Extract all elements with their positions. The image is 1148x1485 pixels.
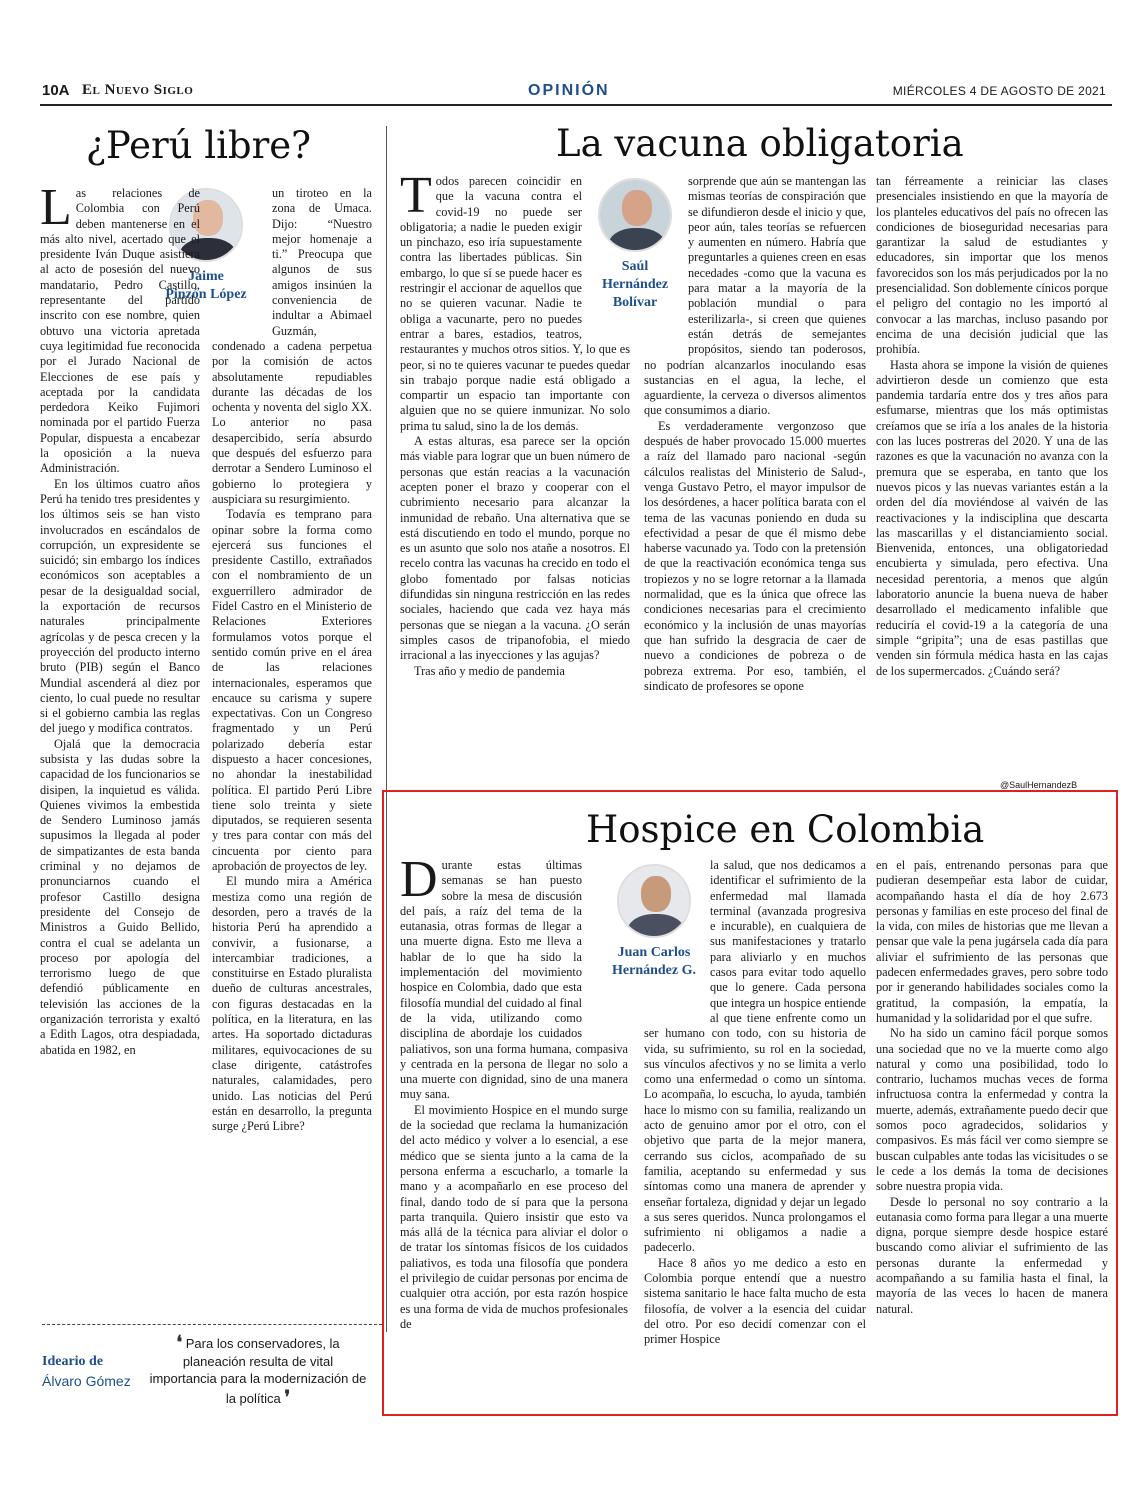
article3-paragraph: Durante estas últimas semanas se han puesto sobre la mesa de discusión del país, a raíz del tema de la eutanasia, otras formas de llegar a una muerte digna. Esto me lleva a hablar de lo que ha sido la implementación del movimiento hospice en Colombia, dado que esta filosofía mundial del cuidado al final de la vida, utilizando como disciplina de abordaje los cuidados paliativos, son una forma humana, compasiva y centrada en la persona de llegar no solo a una muerte con dignidad, sino de una manera muy sana. bbox=[400, 858, 628, 1102]
article1-author-name-1: Jaime bbox=[188, 269, 224, 284]
close-quote-icon: ❜ bbox=[284, 1387, 291, 1407]
article3-column-1 bbox=[400, 858, 628, 1406]
article3-paragraph: Hace 8 años yo me dedico a esto en Colombia porque entendí que a nuestro sistema sanitario le hace falta mucho de esta filosofía, de volver a la esencia del cuidar del otro. Por eso decidí comenzar con el primer Hospice bbox=[644, 1255, 866, 1347]
article3-paragraph: No ha sido un camino fácil porque somos una sociedad que no ve la muerte como algo natural y como una posibilidad, todo lo contrario, luchamos muchas veces de forma infructuosa contra la enfermedad y contra la muerte, además, extrañamente puedo decir que somos poco agradecidos, solidarios y compasivos. Es más fácil ver como siempre se buscan culpables ante todas las vicisitudes o se le cede a los demás la toma de decisiones sobre nuestra propia vida. bbox=[876, 1026, 1108, 1194]
article1-author-name-2: Pinzón López bbox=[165, 287, 247, 302]
article2-twitter-handle: @SaulHernandezB bbox=[1000, 780, 1078, 790]
article2-title: La vacuna obligatoria bbox=[556, 122, 964, 165]
article2-paragraph: Es verdaderamente vergonzoso que después de haber provocado 15.000 muertes a raíz del llamado paro nacional -según cálculos realistas del Ministerio de Salud-, venga Gustavo Petro, el mayor impulsor de los desórdenes, a hacer política barata con el tema de las vacunas poniendo en duda su efectividad a pesar de que él mismo debe haberse vacunado ya. Todo con la pretensión de que la reactivación económica tenga sus tropiezos y no se logre retornar a la llamada normalidad, que es la única que ofrece las condiciones necesarias para el crecimiento económico y la inclusión de unas mayorías que han sufrido la desgracia de caer de nuevo a condiciones de pobreza o de pobreza extrema. Por eso, también, el sindicato de profesores se opone bbox=[644, 418, 866, 693]
article2-paragraph: Hasta ahora se impone la visión de quienes advirtieron desde un comienzo que esta pandemia tardaría entre dos y tres años para esfumarse, mientras que los más optimistas creíamos que se iría a los anales de la historia con las luces postreras del 2020. Y una de las razones es que la vacunación no avanza con la premura que se esperaba, en tanto que los nuevos picos y las nuevas variantes están a la orden del día moviéndose al vaivén de las reactivaciones y la indisciplina que descarta las mascarillas y el distanciamiento social. Bienvenida, entonces, una obligatoriedad encubierta y simulada, pero efectiva. Una necesidad perentoria, a menos que algún laboratorio anuncie la buena nueva de haber desarrollado el medicamento infalible que reduciría el covid-19 a la categoría de una simple “gripita”; una de esas pastillas que venden sin fórmula médica hasta en las cajas de los supermercados. ¿Cuándo será? bbox=[876, 357, 1108, 678]
article3-author-name-2: Hernández G. bbox=[612, 963, 696, 978]
article2-paragraph: sorprende que aún se mantengan las mismas teorías de conspiración que se difundieron desde el inicio y que, peor aún, tales teorías se refuercen y aumenten en número. Habría que preguntarles a quienes creen en esas necedades -como que la vacuna es para matar a la mayoría de la población mundial o para esterilizarla-, si creen que quienes están detrás de semejantes propósitos, siendo tan poderosos, no podrían alcanzarlos inoculando esas sustancias en el agua, la leche, el aguardiente, la cerveza o diversos alimentos que consumimos a diario. bbox=[644, 174, 866, 418]
article1-paragraph: Ojalá que la democracia subsista y las dudas sobre la capacidad de los funcionarios se disipen, la inquietud es válida. Quienes vivimos la embestida de Sendero Luminoso jamás supusimos la llegada al poder de simpatizantes de esta banda criminal y no dejamos de pronunciarnos cuando el profesor Castillo designa presidente del Consejo de Ministros a Guido Bellido, contra el cual se adelanta un proceso por apología del terrorismo luego de que defendió públicamente en televisión las acciones de la organización terrorista y exaltó a Edith Lagos, otra despiadada, abatida en 1982, en bbox=[40, 736, 200, 1057]
article2-paragraph: tan férreamente a reiniciar las clases presenciales insistiendo en que la mayoría de los planteles educativos del país no ofrecen las condiciones de bioseguridad necesarias para garantizar la salud de estudiantes y educadores, sin importar que los menos favorecidos son los más perjudicados por la no presencialidad. Son doblemente cínicos porque el peligro del contagio no les importó al convocar a las marchas, incluso pasando por encima de una decisión judicial que las prohibía. bbox=[876, 174, 1108, 357]
article1-paragraph: Todavía es temprano para opinar sobre la forma como ejercerá sus funciones el presidente Castillo, extrañados con el nombramiento de un exguerrillero admirador de Fidel Castro en el Ministerio de Relaciones Exteriores formulamos votos porque el sentido común prive en el área de las relaciones internacionales, esperamos que encauce su carisma y supere expectativas. Con un Congreso fragmentado y un Perú polarizado debería estar dispuesto a hacer concesiones, no ahondar la inestabilidad política. El partido Perú Libre tiene solo treinta y siete diputados, se requieren sesenta y tres para contar con más del cincuenta por ciento para aprobación de proyectos de ley. bbox=[212, 507, 372, 874]
article3-paragraph: en el país, entrenando personas para que pudieran desempeñar esta labor de cuidar, acompañando hasta el día de hoy 2.673 personas y familias en este proceso del final de la vida, con miles de historias que me llevan a pensar que vale la pena jugársela cada día para aliviar el sufrimiento de las personas que padecen enfermedades graves, pero sobre todo por ir generando habilidades sociales como la gratitud, la compasión, la empatía, la humanidad y la solidaridad por el que sufre. bbox=[876, 858, 1108, 1025]
article2-paragraph: Todos parecen coincidir en que la vacuna contra el covid-19 no puede ser obligatoria; a nadie le pueden exigir un pinchazo, eso iría supuestamente contra las libertades públicas. Sin embargo, lo que sí se puede hacer es restringir el accionar de aquellos que no se quieren vacunar. Nadie te obliga a vacunarte, pero no puedes entrar a bares, estadios, teatros, restaurantes y muchos otros sitios. Y, lo que es peor, si no te quieres vacunar te puedes quedar sin trabajo porque nadie está obligado a compartir un espacio tan importante con alguien que no se quiere inmunizar. No solo prima tu salud, sino la de los demás. bbox=[400, 174, 630, 433]
ideario-quote: ❛ Para los conservadores, la planeación resulta de vital importancia para la modernización de la política ❜ bbox=[149, 1332, 367, 1407]
article3-column-2 bbox=[644, 858, 866, 1406]
article1-paragraph: En los últimos cuatro años Perú ha tenido tres presidentes y los últimos seis se han visto involucrados en escándalos de corrupción, un expresidente se suicidó; sin embargo los índices económicos son aceptables a pesar de la desigualdad social, la exportación de recursos naturales principalmente agrícolas y de pesca crecen y la proyección del producto interno bruto (PIB) según el Banco Mundial ascenderá al diez por ciento, lo cual puede no resultar si el gobierno cambia las reglas del juego y modifica contratos. bbox=[40, 476, 200, 736]
article1-paragraph: un tiroteo en la zona de Umaca. Dijo: “Nuestro mejor homenaje a ti.” Preocupa que algunos de sus amigos insinúen la conveniencia de indultar a Abimael Guzmán, condenado a cadena perpetua por la comisión de actos absolutamente repudiables durante las décadas de los ochenta y noventa del siglo XX. Lo anterior no pasa desapercibido, sería absurdo que después del esfuerzo para derrotar a Sendero Luminoso el gobierno lo protegiera y auspiciara su resurgimiento. bbox=[212, 186, 372, 506]
article3-paragraph: El movimiento Hospice en el mundo surge de la sociedad que reclama la humanización del acto médico y volver a lo esencial, a ese médico que se sienta junto a la cama de la persona enferma a escucharlo, a tomarle la mano y a acompañarlo en ese proceso del final, dando todo de sí para que la persona parta tranquila. Quiero insistir que esto va más allá de la técnica para aliviar el dolor o de tratar los síntomas físicos de los cuidados paliativos, es toda una filosofía que pondera el privilegio de cuidar personas por encima de cualquier otra acción, por esta razón hospice es una forma de vida de muchos profesionales de bbox=[400, 1102, 628, 1331]
article2-author-name-3: Bolívar bbox=[612, 295, 658, 310]
article2-column-1 bbox=[400, 174, 630, 788]
article1-column-1 bbox=[40, 186, 200, 1324]
article1-column-2 bbox=[212, 186, 372, 1324]
article2-column-2 bbox=[644, 174, 866, 788]
issue-date: MIÉRCOLES 4 DE AGOSTO DE 2021 bbox=[892, 84, 1106, 98]
article2-author-name-1: Saúl bbox=[621, 259, 649, 274]
dropcap: T bbox=[400, 174, 432, 224]
article3-column-3 bbox=[876, 858, 1108, 1406]
article3-author-name-1: Juan Carlos bbox=[617, 945, 691, 960]
dropcap: L bbox=[40, 186, 72, 236]
page-number: 10A bbox=[42, 82, 70, 99]
article1-paragraph: Las relaciones de Colombia con Perú deben mantenerse en el más alto nivel, acertado que el presidente Iván Duque asistiera al acto de posesión del nuevo mandatario, Pedro Castillo, representante del partido inscrito con ese nombre, quien obtuvo una victoria apretada cuya legitimidad fue reconocida por el Jurado Nacional de Elecciones de ese país y aceptada por la candidata perdedora Keiko Fujimori nominada por el partido Fuerza Popular, dispuesta a encabezar la oposición a la nueva Administración. bbox=[40, 186, 200, 476]
ideario-author: Álvaro Gómez bbox=[42, 1373, 131, 1389]
article2-paragraph: Tras año y medio de pandemia bbox=[414, 663, 565, 678]
ideario-divider bbox=[42, 1324, 382, 1325]
open-quote-icon: ❛ bbox=[176, 1332, 183, 1352]
dropcap: D bbox=[400, 858, 438, 908]
ideario-label: Ideario de bbox=[42, 1354, 104, 1369]
article3-paragraph: Desde lo personal no soy contrario a la eutanasia como forma para llegar a una muerte digna, porque siempre desde hospice estaré buscando como aliviar el sufrimiento de las personas durante la enfermedad y acompañando a su familia hasta el final, la mayoría de las veces lo hacen de manera natural. bbox=[876, 1194, 1108, 1316]
newspaper-name: El Nuevo Siglo bbox=[82, 82, 194, 98]
article2-paragraph: A estas alturas, esa parece ser la opción más viable para lograr que un buen número de personas que están reacias a la vacunación acepten poner el brazo y cooperar con el cubrimiento necesario para alcanzar la inmunidad de rebaño. Una alternativa que se está discutiendo en todo el mundo, porque no es un asunto que solo nos atañe a nosotros. El recelo contra las vacunas ha crecido en todo el globo fomentado por falsas noticias difundidas sin ninguna restricción en las redes sociales, haciendo que cada vez haya más personas que se niegan a la vacuna. ¿O serán simples casos de tripanofobia, el miedo irracional a las inyecciones y las agujas? bbox=[400, 434, 630, 663]
article3-paragraph: la salud, que nos dedicamos a identificar el sufrimiento de la enfermedad mal llamada terminal (avanzada progresiva e incurable), en cualquiera de sus manifestaciones y tratarlo para aliviarlo y en muchos casos para evitar todo aquello que lo genere. Cada persona que integra un hospice entiende al que tiene enfrente como un ser humano con todo, con su historia de vida, su sufrimiento, su rol en la sociedad, sus vínculos afectivos y no se limita a verlo como una enfermedad o como un síntoma. Lo acompaña, lo escucha, lo ayuda, también hace lo mismo con su familia, realizando un acto de genuino amor por el otro, con el objetivo que parta de la mejor manera, cerrando sus ciclos, acompañado de su familia, aceptando su enfermedad y sus síntomas como una manera de aprender y enseñar fortaleza, dignidad y dejar un legado a sus seres queridos. Nunca prolongamos el sufrimiento ni obligamos a nadie a padecerlo. bbox=[644, 858, 866, 1255]
article1-title: ¿Perú libre? bbox=[86, 124, 312, 167]
article2-column-3 bbox=[876, 174, 1108, 776]
article2-author-name-2: Hernández bbox=[601, 277, 669, 292]
article3-title: Hospice en Colombia bbox=[586, 808, 985, 851]
header-rule bbox=[40, 104, 1112, 106]
section-name: OPINIÓN bbox=[528, 82, 610, 99]
article1-paragraph: El mundo mira a América mestiza como una región de desorden, pero a través de la historia Perú ha aprendido a convivir, a fusionarse, a intercambiar tradiciones, a constituirse en Estado pluralista dueño de culturas ancestrales, con figuras destacadas en la política, en la literatura, en las artes. Ha soportado dictaduras militares, equivocaciones de su clase dirigente, catástrofes naturales, calamidades, pero unido. Las noticias del Perú están en desarrollo, la pregunta surge ¿Perú Libre? bbox=[212, 874, 372, 1134]
